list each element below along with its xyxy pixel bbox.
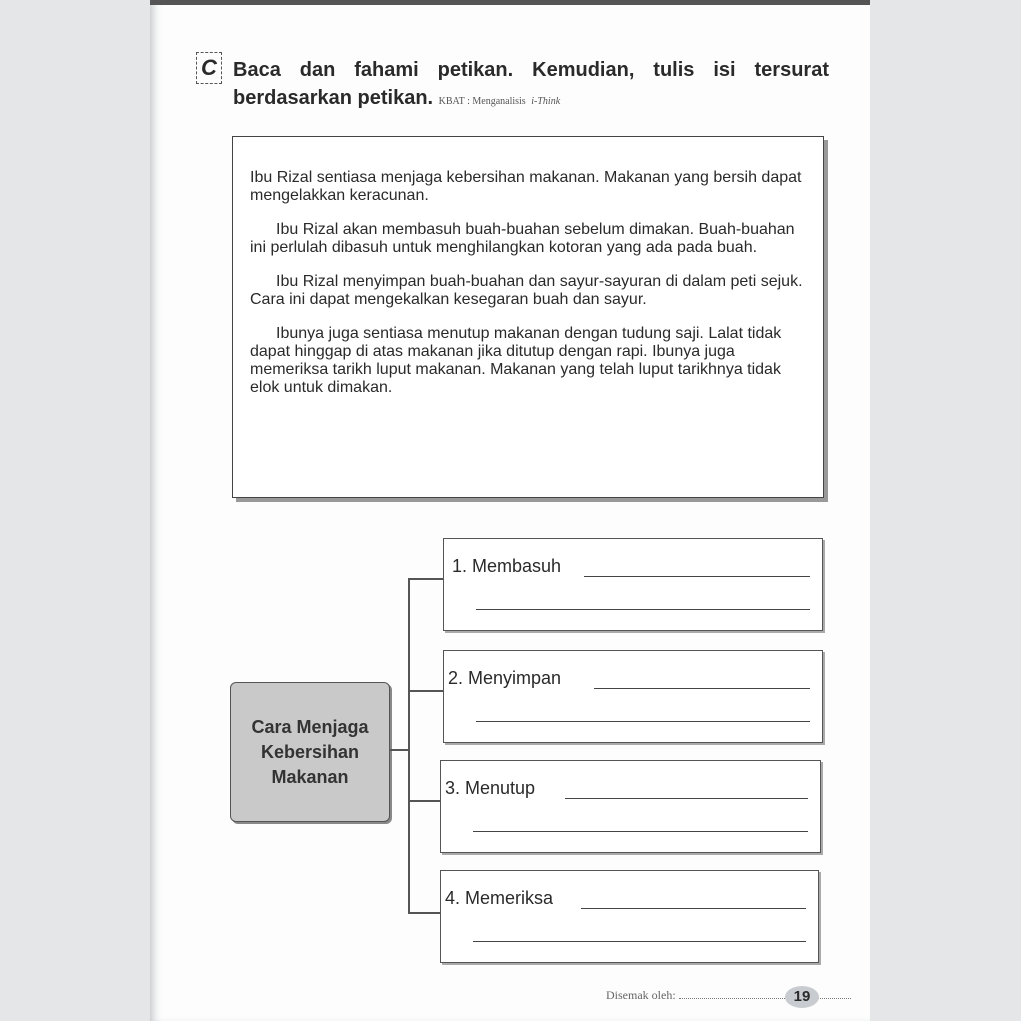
answer-label: 3. Menutup (445, 778, 536, 798)
instruction-text: Baca dan fahami petikan. Kemudian, tulis isi tersurat berdasarkan petikan. (233, 59, 829, 109)
answer-box-2 (443, 650, 823, 743)
answer-box-3 (440, 760, 821, 853)
answer-line[interactable] (584, 576, 810, 577)
answer-line[interactable] (476, 609, 810, 610)
connector (408, 578, 410, 913)
connector (408, 912, 440, 914)
answer-line[interactable] (565, 798, 808, 799)
center-label: Cara Menjaga Kebersihan Makanan (251, 716, 369, 787)
page-number: 19 (785, 986, 819, 1008)
answer-line[interactable] (594, 688, 810, 689)
passage-text (250, 153, 812, 413)
connector (408, 690, 443, 692)
kbat-label: KBAT : Menganalisis (438, 96, 526, 107)
signature-line (679, 998, 851, 999)
page-top-edge (150, 0, 870, 5)
section-marker: C (196, 52, 222, 84)
answer-line[interactable] (473, 941, 806, 942)
diagram-center-box (230, 682, 390, 822)
instruction (233, 56, 829, 116)
answer-label: 4. Memeriksa (445, 888, 554, 908)
ithink-logo: i-Think (531, 96, 561, 107)
connector (408, 800, 440, 802)
passage-paragraph: Ibunya juga sentiasa menutup makanan dengan tudung saji. Lalat tidak dapat hinggap di atas makanan jika ditutup dengan rapi. Ibunya juga memeriksa tarikh luput makanan. Makanan yang telah luput tarikhnya tidak elok untuk dimakan. (250, 325, 782, 396)
answer-label: 1. Membasuh (452, 556, 562, 576)
answer-box-1 (443, 538, 823, 631)
checked-by-label: Disemak oleh: (606, 988, 676, 1002)
connector (408, 578, 443, 580)
passage-paragraph: Ibu Rizal sentiasa menjaga kebersihan makanan. Makanan yang bersih dapat mengelakkan keracunan. (250, 169, 802, 204)
passage-paragraph: Ibu Rizal akan membasuh buah-buahan sebelum dimakan. Buah-buahan ini perlulah dibasuh untuk menghilangkan kotoran yang ada pada buah. (250, 221, 795, 256)
connector (389, 749, 409, 751)
answer-box-4 (440, 870, 819, 963)
answer-line[interactable] (581, 908, 806, 909)
answer-label: 2. Menyimpan (448, 668, 562, 688)
passage-paragraph: Ibu Rizal menyimpan buah-buahan dan sayur-sayuran di dalam peti sejuk. Cara ini dapat mengekalkan kesegaran buah dan sayur. (250, 273, 803, 308)
answer-line[interactable] (476, 721, 810, 722)
answer-line[interactable] (473, 831, 808, 832)
